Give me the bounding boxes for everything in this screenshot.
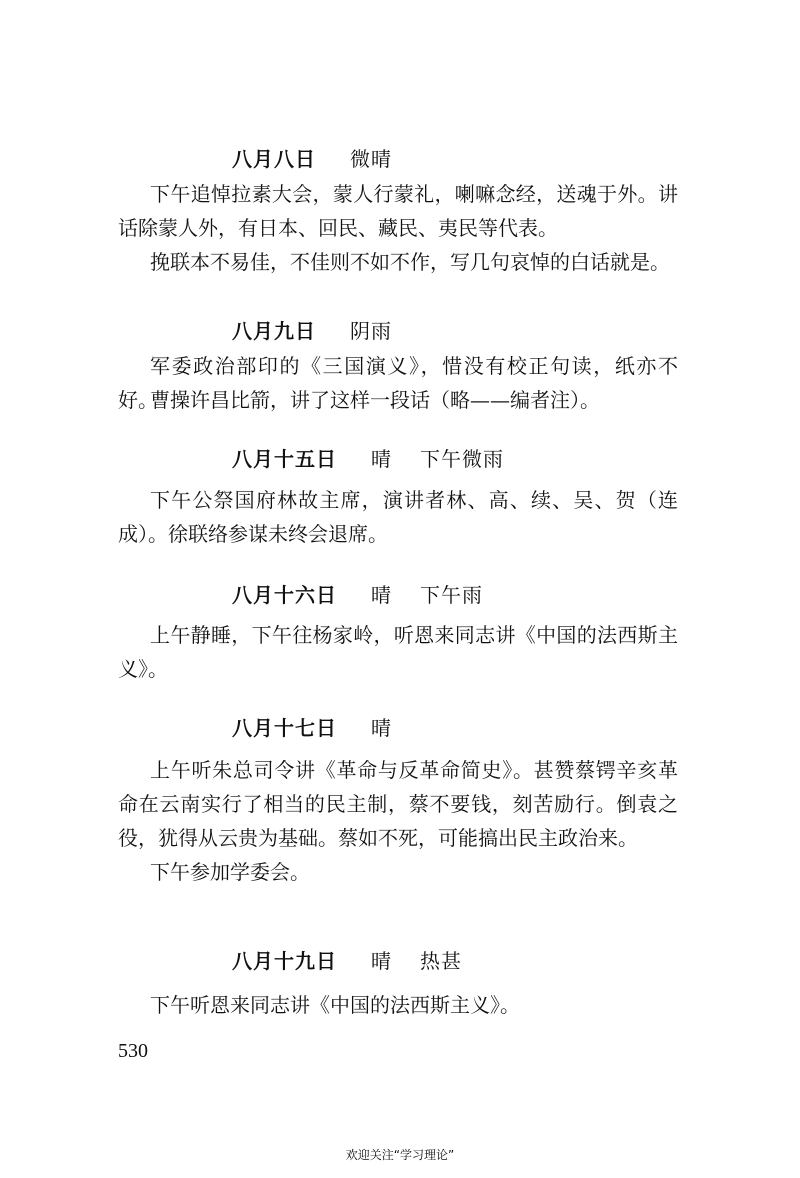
entry-weather: 阴雨 [350, 319, 392, 343]
entry-weather: 晴 [371, 447, 392, 471]
entry-weather: 晴 [371, 716, 392, 740]
entry-weather: 晴 [371, 949, 392, 973]
entry-heading [232, 945, 462, 974]
entry-heading [232, 315, 392, 344]
entry-paragraph: 挽联本不易佳，不佳则不如不作，写几句哀悼的白话就是。 [150, 250, 670, 274]
entry-date: 八月十九日 [232, 949, 337, 973]
entry-date: 八月九日 [232, 319, 316, 343]
entry-heading [232, 443, 504, 472]
entry-paragraph: 上午静睡，下午往杨家岭，听恩来同志讲《中国的法西斯主义》。 [118, 623, 678, 681]
entry-weather: 微晴 [350, 147, 392, 171]
entry-paragraph: 上午听朱总司令讲《革命与反革命简史》。甚赞蔡锷辛亥革命在云南实行了相当的民主制，蔡不要钱，刻苦励行。倒袁之役，犹得从云贵为基础。蔡如不死，可能搞出民主政治来。 [118, 758, 678, 850]
footer-note: 欢迎关注“学习理论” [345, 1148, 455, 1162]
entry-weather: 晴 [371, 583, 392, 607]
entry-paragraph: 下午公祭国府林故主席，演讲者林、高、续、吴、贺（连成）。徐联络参谋未终会退席。 [118, 488, 678, 546]
entry-paragraph: 下午追悼拉素大会，蒙人行蒙礼，喇嘛念经，送魂于外。讲话除蒙人外，有日本、回民、藏民、夷民等代表。 [118, 182, 678, 240]
entry-date: 八月十六日 [232, 583, 337, 607]
entry-weather-afternoon: 热甚 [420, 949, 462, 973]
entry-paragraph: 下午听恩来同志讲《中国的法西斯主义》。 [150, 993, 520, 1017]
entry-heading [232, 712, 392, 741]
entry-heading [232, 143, 392, 172]
entry-paragraph: 曹操许昌比箭，讲了这样一段话（略——编者注）。 [150, 388, 600, 412]
page-number: 530 [118, 1040, 148, 1062]
entry-date: 八月十五日 [232, 447, 337, 471]
entry-weather-afternoon: 下午微雨 [420, 447, 504, 471]
entry-weather-afternoon: 下午雨 [420, 583, 483, 607]
entry-date: 八月八日 [232, 147, 316, 171]
entry-paragraph: 军委政治部印的《三国演义》，惜没有校正句读，纸亦不好。 [118, 354, 678, 412]
entry-heading [232, 579, 483, 608]
entry-date: 八月十七日 [232, 716, 337, 740]
entry-paragraph: 下午参加学委会。 [150, 860, 310, 884]
